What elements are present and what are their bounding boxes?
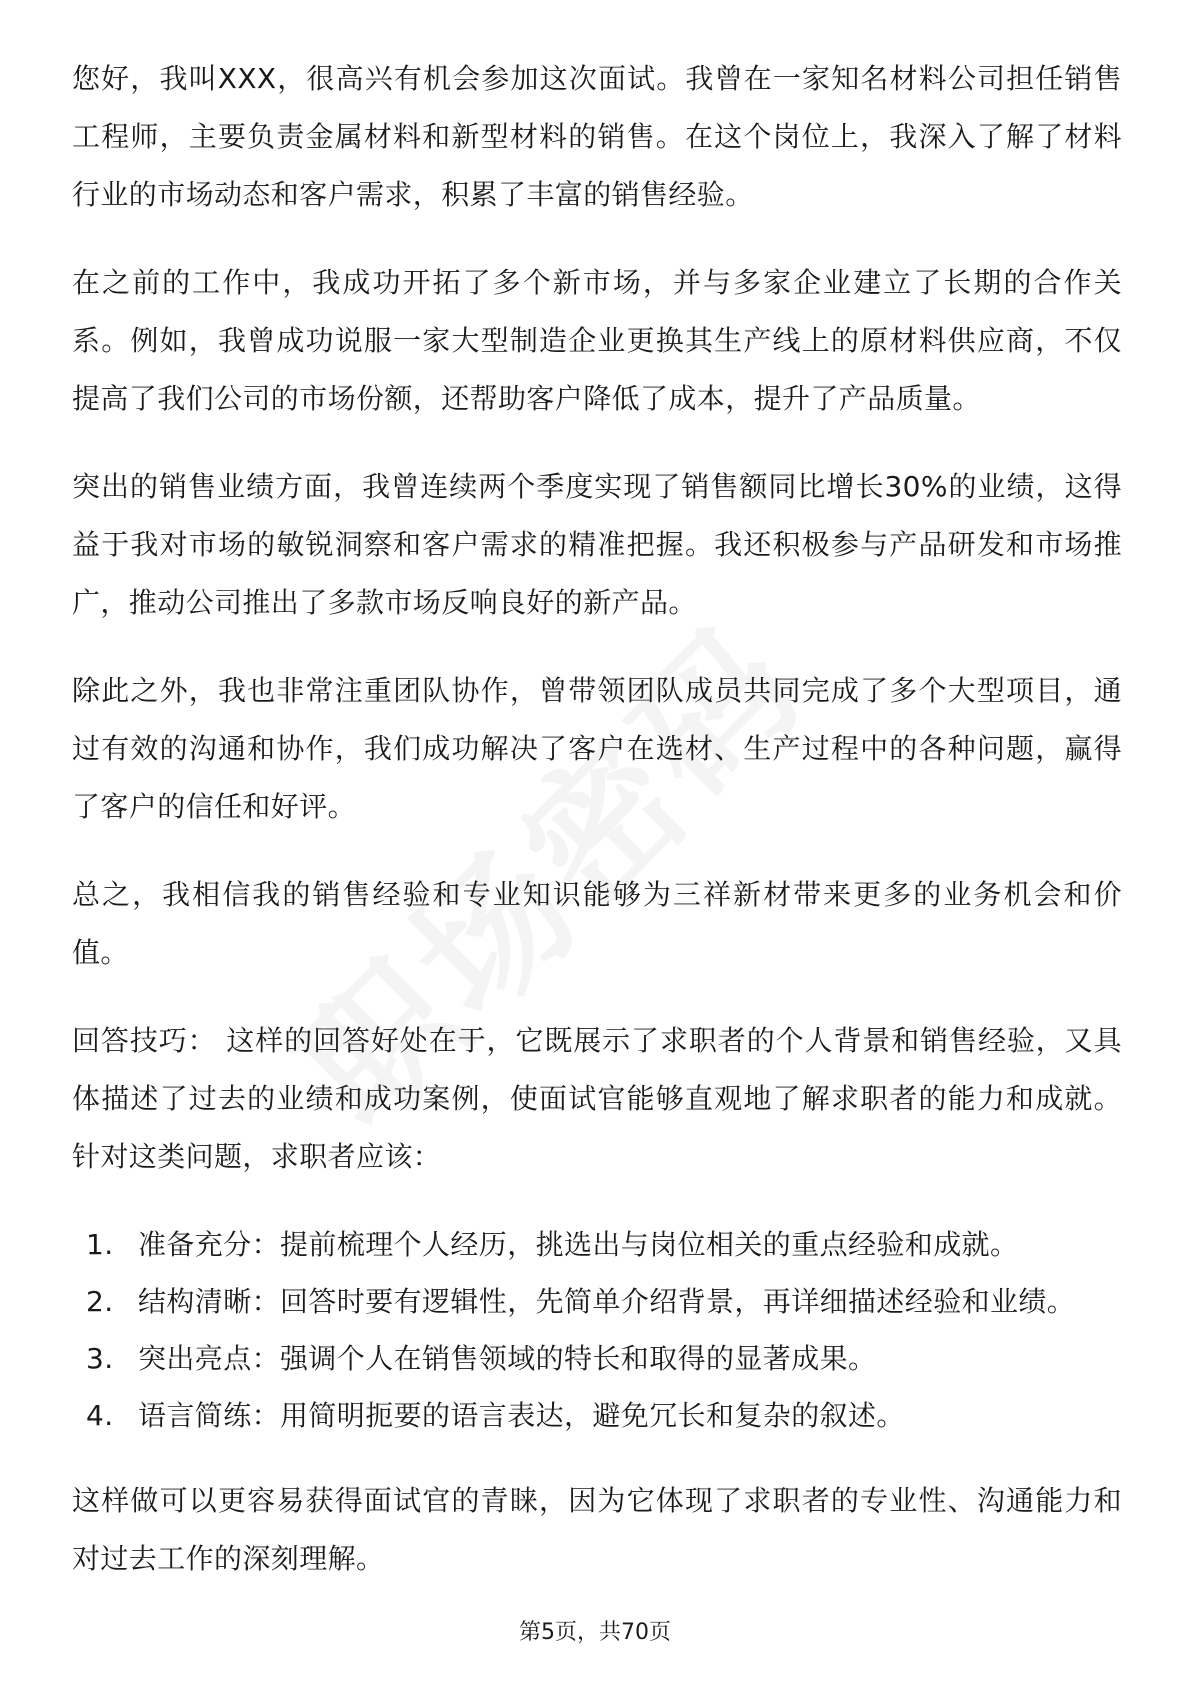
list-item-text: 准备充分：提前梳理个人经历，挑选出与岗位相关的重点经验和成就。 [138, 1228, 1019, 1261]
paragraph-summary: 总之，我相信我的销售经验和专业知识能够为三祥新材带来更多的业务机会和价值。 [72, 878, 1122, 969]
list-item [72, 1330, 1122, 1387]
tips-list [72, 1216, 1122, 1444]
list-item-number: 4. [86, 1399, 114, 1432]
paragraph-answer-tips: 回答技巧： 这样的回答好处在于，它既展示了求职者的个人背景和销售经验，又具体描述了过去的业绩和成功案例，使面试官能够直观地了解求职者的能力和成就。针对这类问题，求职者应该： [72, 1024, 1122, 1173]
paragraph-achievements: 突出的销售业绩方面，我曾连续两个季度实现了销售额同比增长30%的业绩，这得益于我对市场的敏锐洞察和客户需求的精准把握。我还积极参与产品研发和市场推广，推动公司推出了多款市场反响良好的新产品。 [72, 470, 1122, 619]
paragraph-experience: 在之前的工作中，我成功开拓了多个新市场，并与多家企业建立了长期的合作关系。例如，我曾成功说服一家大型制造企业更换其生产线上的原材料供应商，不仅提高了我们公司的市场份额，还帮助客户降低了成本，提升了产品质量。 [72, 266, 1122, 415]
paragraph-teamwork: 除此之外，我也非常注重团队协作，曾带领团队成员共同完成了多个大型项目，通过有效的沟通和协作，我们成功解决了客户在选材、生产过程中的各种问题，赢得了客户的信任和好评。 [72, 674, 1122, 823]
paragraph-intro: 您好，我叫XXX，很高兴有机会参加这次面试。我曾在一家知名材料公司担任销售工程师，主要负责金属材料和新型材料的销售。在这个岗位上，我深入了解了材料行业的市场动态和客户需求，积累了丰富的销售经验。 [72, 62, 1122, 211]
list-item-text: 结构清晰：回答时要有逻辑性，先简单介绍背景，再详细描述经验和业绩。 [138, 1285, 1076, 1318]
page-number: 第5页，共70页 [519, 1620, 671, 1645]
list-item-text: 语言简练：用简明扼要的语言表达，避免冗长和复杂的叙述。 [138, 1399, 905, 1432]
list-item [72, 1216, 1122, 1273]
list-item [72, 1387, 1122, 1444]
list-item [72, 1273, 1122, 1330]
list-item-number: 2. [86, 1285, 114, 1318]
list-item-text: 突出亮点：强调个人在销售领域的特长和取得的显著成果。 [138, 1342, 877, 1375]
list-item-number: 1. [86, 1228, 114, 1261]
list-item-number: 3. [86, 1342, 114, 1375]
document-body [72, 50, 1122, 1618]
paragraph-conclusion: 这样做可以更容易获得面试官的青睐，因为它体现了求职者的专业性、沟通能力和对过去工作的深刻理解。 [72, 1484, 1122, 1575]
